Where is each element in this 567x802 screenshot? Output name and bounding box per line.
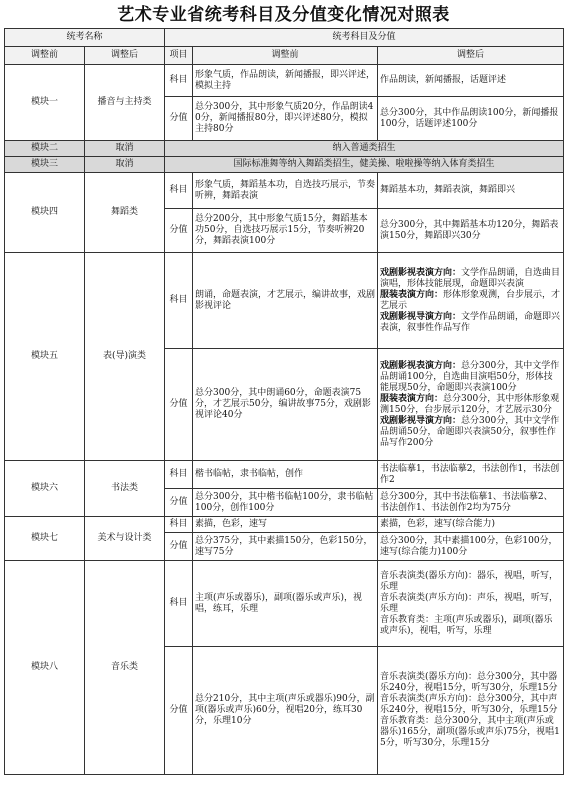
module-4-score-before: 总分200分，其中形象气质15分，舞蹈基本功50分，自选技巧展示15分，节奏听辨20分，舞蹈表演100分	[193, 209, 378, 253]
item-label: 科目	[165, 253, 193, 349]
header-exam-name: 统考名称	[5, 29, 165, 47]
module-3-name: 模块三	[5, 157, 85, 173]
table-row	[5, 65, 564, 97]
module-5-name: 模块五	[5, 253, 85, 461]
module-5-score-before: 总分300分，其中朗诵60分，命题表演75分，才艺展示50分，编讲故事75分，戏剧影视评论40分	[193, 349, 378, 461]
module-5-new: 表(导)演类	[85, 253, 165, 461]
module-4-name: 模块四	[5, 173, 85, 253]
module-7-new: 美术与设计类	[85, 517, 165, 561]
item-label: 科目	[165, 65, 193, 97]
item-label: 分值	[165, 349, 193, 461]
category-entry: 音乐表演类(器乐方向)：总分300分，其中器乐240分，视唱15分，听写30分，乐理15分	[380, 672, 558, 693]
module-1-subject-before: 形象气质，作品朗读，新闻播报，即兴评述，模拟主持	[193, 65, 378, 97]
item-label: 分值	[165, 489, 193, 517]
module-8-name: 模块八	[5, 561, 85, 775]
item-label: 分值	[165, 647, 193, 775]
category-entry: 音乐教育类：主项(声乐或器乐)，副项(器乐或声乐)，视唱，听写，乐理	[380, 614, 553, 636]
module-6-new: 书法类	[85, 461, 165, 517]
module-1-score-after: 总分300分，其中作品朗读100分，新闻播报100分，话题评述100分	[378, 97, 564, 141]
direction-entry: 服装表演方向：形体形象观测，台步展示，才艺展示	[380, 289, 561, 311]
module-1-score-before: 总分300分，其中形象气质20分，作品朗读40分，新闻播报80分，即兴评述80分，模拟主持80分	[193, 97, 378, 141]
module-5-subject-before: 朗诵，命题表演，才艺展示，编讲故事，戏剧影视评论	[193, 253, 378, 349]
module-6-name: 模块六	[5, 461, 85, 517]
module-2-name: 模块二	[5, 141, 85, 157]
category-entry: 音乐教育类：总分300分，其中主项(声乐或器乐)165分，副项(器乐或声乐)75分，视唱15分，听写30分，乐理15分	[380, 716, 560, 748]
category-entry: 音乐表演类(声乐方向)：声乐，视唱，听写，乐理	[380, 592, 559, 614]
module-8-new: 音乐类	[85, 561, 165, 775]
header-row-2	[5, 47, 564, 65]
module-1-name: 模块一	[5, 65, 85, 141]
module-2-note: 纳入普通类招生	[165, 141, 564, 157]
item-label: 分值	[165, 209, 193, 253]
module-6-score-after: 总分300分，其中书法临摹1、书法临摹2、书法创作1、书法创作2均为75分	[378, 489, 564, 517]
module-7-subject-before: 素描，色彩，速写	[193, 517, 378, 533]
item-label: 科目	[165, 561, 193, 647]
module-1-new: 播音与主持类	[85, 65, 165, 141]
module-4-score-after: 总分300分，其中舞蹈基本功120分，舞蹈表演150分，舞蹈即兴30分	[378, 209, 564, 253]
direction-entry: 戏剧影视导演方向：文学作品朗诵，命题即兴表演，叙事性作品写作	[380, 311, 561, 333]
category-entry: 音乐表演类(声乐方向)：总分300分，其中声乐240分，视唱15分，听写30分，乐理15分	[380, 694, 558, 715]
module-2-new: 取消	[85, 141, 165, 157]
item-label: 科目	[165, 173, 193, 209]
table-row	[5, 157, 564, 173]
item-label: 科目	[165, 461, 193, 489]
header-after: 调整后	[85, 47, 165, 65]
module-8-subject-after	[378, 561, 564, 647]
table-row	[5, 517, 564, 533]
module-5-subject-after	[378, 253, 564, 349]
direction-entry: 戏剧影视导演方向：总分300分，其中文学作品朗诵50分，命题即兴表演50分，叙事性作品写作200分	[380, 415, 560, 448]
comparison-table	[4, 28, 564, 775]
module-5-score-after	[378, 349, 564, 461]
module-4-new: 舞蹈类	[85, 173, 165, 253]
header-exam-subjects: 统考科目及分值	[165, 29, 564, 47]
module-6-score-before: 总分300分，其中楷书临帖100分，隶书临帖100分，创作100分	[193, 489, 378, 517]
module-7-score-after: 总分300分，其中素描100分，色彩100分，速写(综合能力)100分	[378, 533, 564, 561]
module-7-score-before: 总分375分，其中素描150分，色彩150分，速写75分	[193, 533, 378, 561]
table-row	[5, 461, 564, 489]
module-1-subject-after: 作品朗读，新闻播报，话题评述	[378, 65, 564, 97]
header-item: 项目	[165, 47, 193, 65]
item-label: 分值	[165, 533, 193, 561]
table-row	[5, 253, 564, 349]
category-entry: 音乐表演类(器乐方向)：器乐，视唱，听写，乐理	[380, 570, 559, 592]
module-8-score-before: 总分210分，其中主项(声乐或器乐)90分，副项(器乐或声乐)60分，视唱20分，练耳30分，乐理10分	[193, 647, 378, 775]
module-8-subject-before: 主项(声乐或器乐)，副项(器乐或声乐)，视唱，练耳，乐理	[193, 561, 378, 647]
module-8-score-after	[378, 647, 564, 775]
module-4-subject-before: 形象气质，舞蹈基本功，自选技巧展示，节奏听辨，舞蹈表演	[193, 173, 378, 209]
module-7-subject-after: 素描，色彩，速写(综合能力)	[378, 517, 564, 533]
table-row	[5, 141, 564, 157]
direction-entry: 戏剧影视表演方向：总分300分，其中文学作品朗诵100分，自选曲目演唱50分，形体技能展现50分，命题即兴表演100分	[380, 360, 560, 393]
header-row-1	[5, 29, 564, 47]
item-label: 科目	[165, 517, 193, 533]
header-before-2: 调整前	[193, 47, 378, 65]
table-row	[5, 561, 564, 647]
header-after-2: 调整后	[378, 47, 564, 65]
module-4-subject-after: 舞蹈基本功，舞蹈表演，舞蹈即兴	[378, 173, 564, 209]
module-3-note: 国际标准舞等纳入舞蹈类招生，健美操、啦啦操等纳入体育类招生	[165, 157, 564, 173]
module-3-new: 取消	[85, 157, 165, 173]
header-before: 调整前	[5, 47, 85, 65]
module-6-subject-after: 书法临摹1，书法临摹2，书法创作1，书法创作2	[378, 461, 564, 489]
direction-entry: 服装表演方向：总分300分，其中形体形象观测150分，台步展示120分，才艺展示30分	[380, 393, 560, 415]
module-7-name: 模块七	[5, 517, 85, 561]
table-row	[5, 173, 564, 209]
item-label: 分值	[165, 97, 193, 141]
page-title: 艺术专业省统考科目及分值变化情况对照表	[117, 5, 450, 25]
direction-entry: 戏剧影视表演方向：文学作品朗诵，自选曲目演唱，形体技能展现，命题即兴表演	[380, 267, 561, 289]
module-6-subject-before: 楷书临帖，隶书临帖，创作	[193, 461, 378, 489]
